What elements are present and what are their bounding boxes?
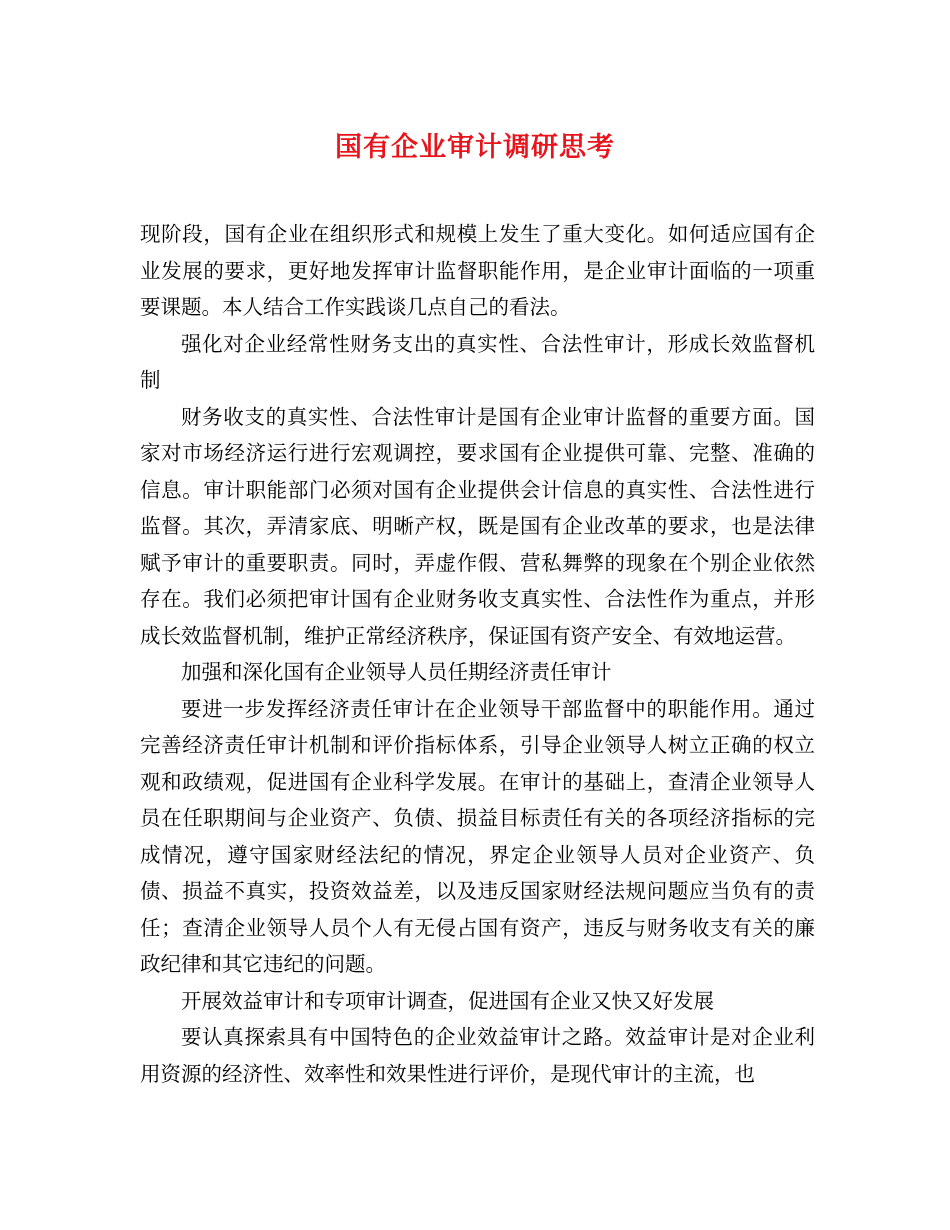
section-heading-3: 开展效益审计和专项审计调查，促进国有企业又快又好发展 [181, 988, 714, 1013]
paragraph-3: 要认真探索具有中国特色的企业效益审计之路。效益审计是对企业利用资源的经济性、效率性和效果性进行评价，是现代审计的主流，也 [140, 1025, 815, 1086]
section-heading-1: 强化对企业经常性财务支出的真实性、合法性审计，形成长效监督机制 [140, 331, 815, 392]
document-body [140, 216, 815, 1092]
paragraph-intro: 现阶段，国有企业在组织形式和规模上发生了重大变化。如何适应国有企业发展的要求，更好地发挥审计监督职能作用，是企业审计面临的一项重要课题。本人结合工作实践谈几点自己的看法。 [140, 222, 815, 319]
section-heading-2: 加强和深化国有企业领导人员任期经济责任审计 [181, 660, 612, 684]
document-title: 国有企业审计调研思考 [335, 132, 615, 163]
paragraph-1: 财务收支的真实性、合法性审计是国有企业审计监督的重要方面。国家对市场经济运行进行宏观调控，要求国有企业提供可靠、完整、准确的信息。审计职能部门必须对国有企业提供会计信息的真实性、合法性进行监督。其次，弄清家底、明晰产权，既是国有企业改革的要求，也是法律赋予审计的重要职责。同时，弄虚作假、营私舞弊的现象在个别企业依然存在。我们必须把审计国有企业财务收支真实性、合法性作为重点，并形成长效监督机制，维护正常经济秩序，保证国有资产安全、有效地运营。 [140, 404, 815, 648]
paragraph-2: 要进一步发挥经济责任审计在企业领导干部监督中的职能作用。通过完善经济责任审计机制和评价指标体系，引导企业领导人树立正确的权立观和政绩观，促进国有企业科学发展。在审计的基础上，查清企业领导人员在任职期间与企业资产、负债、损益目标责任有关的各项经济指标的完成情况，遵守国家财经法纪的情况，界定企业领导人员对企业资产、负债、损益不真实，投资效益差，以及违反国家财经法规问题应当负有的责任；查清企业领导人员个人有无侵占国有资产，违反与财务收支有关的廉政纪律和其它违纪的问题。 [140, 696, 815, 976]
